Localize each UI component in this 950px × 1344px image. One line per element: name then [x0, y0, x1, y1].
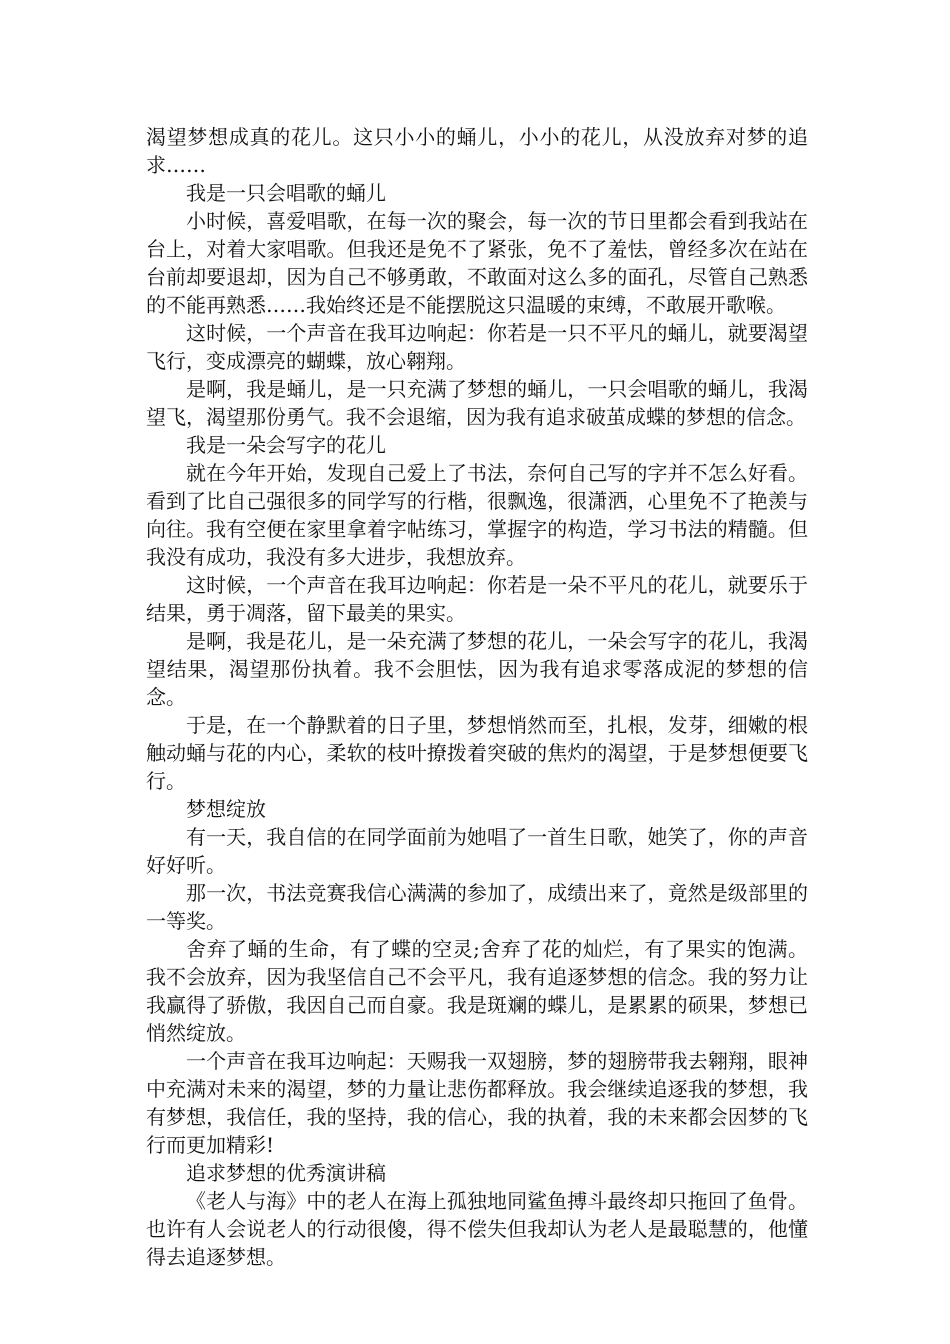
paragraph-giving-up: 舍弃了蛹的生命，有了蝶的空灵;舍弃了花的灿烂，有了果实的饱满。我不会放弃，因为我坚信自己不会平凡，我有追逐梦想的信念。我的努力让我赢得了骄傲，我因自己而自豪。我是斑斓的蝶儿，是累累的硕果，梦想已悄然绽放。: [146, 937, 808, 1045]
paragraph-voice-flower: 这时候，一个声音在我耳边响起：你若是一朵不平凡的花儿，就要乐于结果，勇于凋落，留下最美的果实。: [146, 573, 808, 625]
paragraph-calligraphy: 就在今年开始，发现自己爱上了书法，奈何自己写的字并不怎么好看。看到了比自己强很多的同学写的行楷，很飘逸，很潇洒，心里免不了艳羡与向往。我有空便在家里拿着字帖练习，掌握字的构造，学习书法的精髓。但我没有成功，我没有多大进步，我想放弃。: [146, 461, 808, 569]
paragraph-old-man-sea: 《老人与海》中的老人在海上孤独地同鲨鱼搏斗最终却只拖回了鱼骨。也许有人会说老人的行动很傻，得不偿失但我却认为老人是最聪慧的，他懂得去追逐梦想。: [146, 1189, 808, 1269]
paragraph-dream-arrives: 于是，在一个静默着的日子里，梦想悄然而至，扎根，发芽，细嫩的根触动蛹与花的内心，柔软的枝叶撩拨着突破的焦灼的渴望，于是梦想便要飞行。: [146, 713, 808, 793]
paragraph-voice-pupa: 这时候，一个声音在我耳边响起：你若是一只不平凡的蛹儿，就要渴望飞行，变成漂亮的蝴蝶，放心翱翔。: [146, 321, 808, 373]
paragraph-childhood-singing: 小时候，喜爱唱歌，在每一次的聚会，每一次的节日里都会看到我站在台上，对着大家唱歌。但我还是免不了紧张，免不了羞怯，曾经多次在站在台前却要退却，因为自己不够勇敢，不敢面对这么多的面孔，尽管自己熟悉的不能再熟悉……我始终还是不能摆脱这只温暖的束缚，不敢展开歌喉。: [146, 209, 808, 317]
paragraph-birthday-song: 有一天，我自信的在同学面前为她唱了一首生日歌，她笑了，你的声音好好听。: [146, 825, 808, 877]
section-heading-dream-blooms: 梦想绽放: [186, 797, 266, 821]
section-heading-speech: 追求梦想的优秀演讲稿: [186, 1161, 386, 1185]
paragraph-calligraphy-contest: 那一次，书法竞赛我信心满满的参加了，成绩出来了，竟然是级部里的一等奖。: [146, 881, 808, 933]
section-heading-singing-pupa: 我是一只会唱歌的蛹儿: [186, 181, 386, 205]
paragraph-opening: 渴望梦想成真的花儿。这只小小的蛹儿，小小的花儿，从没放弃对梦的追求……: [146, 125, 808, 177]
paragraph-flower-dream: 是啊，我是花儿，是一朵充满了梦想的花儿，一朵会写字的花儿，我渴望结果，渴望那份执着。我不会胆怯，因为我有追求零落成泥的梦想的信念。: [146, 629, 808, 709]
paragraph-pupa-dream: 是啊，我是蛹儿，是一只充满了梦想的蛹儿，一只会唱歌的蛹儿，我渴望飞，渴望那份勇气。我不会退缩，因为我有追求破茧成蝶的梦想的信念。: [146, 377, 808, 429]
section-heading-writing-flower: 我是一朵会写字的花儿: [186, 433, 386, 457]
paragraph-wings: 一个声音在我耳边响起：天赐我一双翅膀，梦的翅膀带我去翱翔，眼神中充满对未来的渴望，梦的力量让悲伤都释放。我会继续追逐我的梦想，我有梦想，我信任，我的坚持，我的信心，我的执着，我的未来都会因梦的飞行而更加精彩!: [146, 1049, 808, 1157]
document-page: [146, 123, 808, 1271]
